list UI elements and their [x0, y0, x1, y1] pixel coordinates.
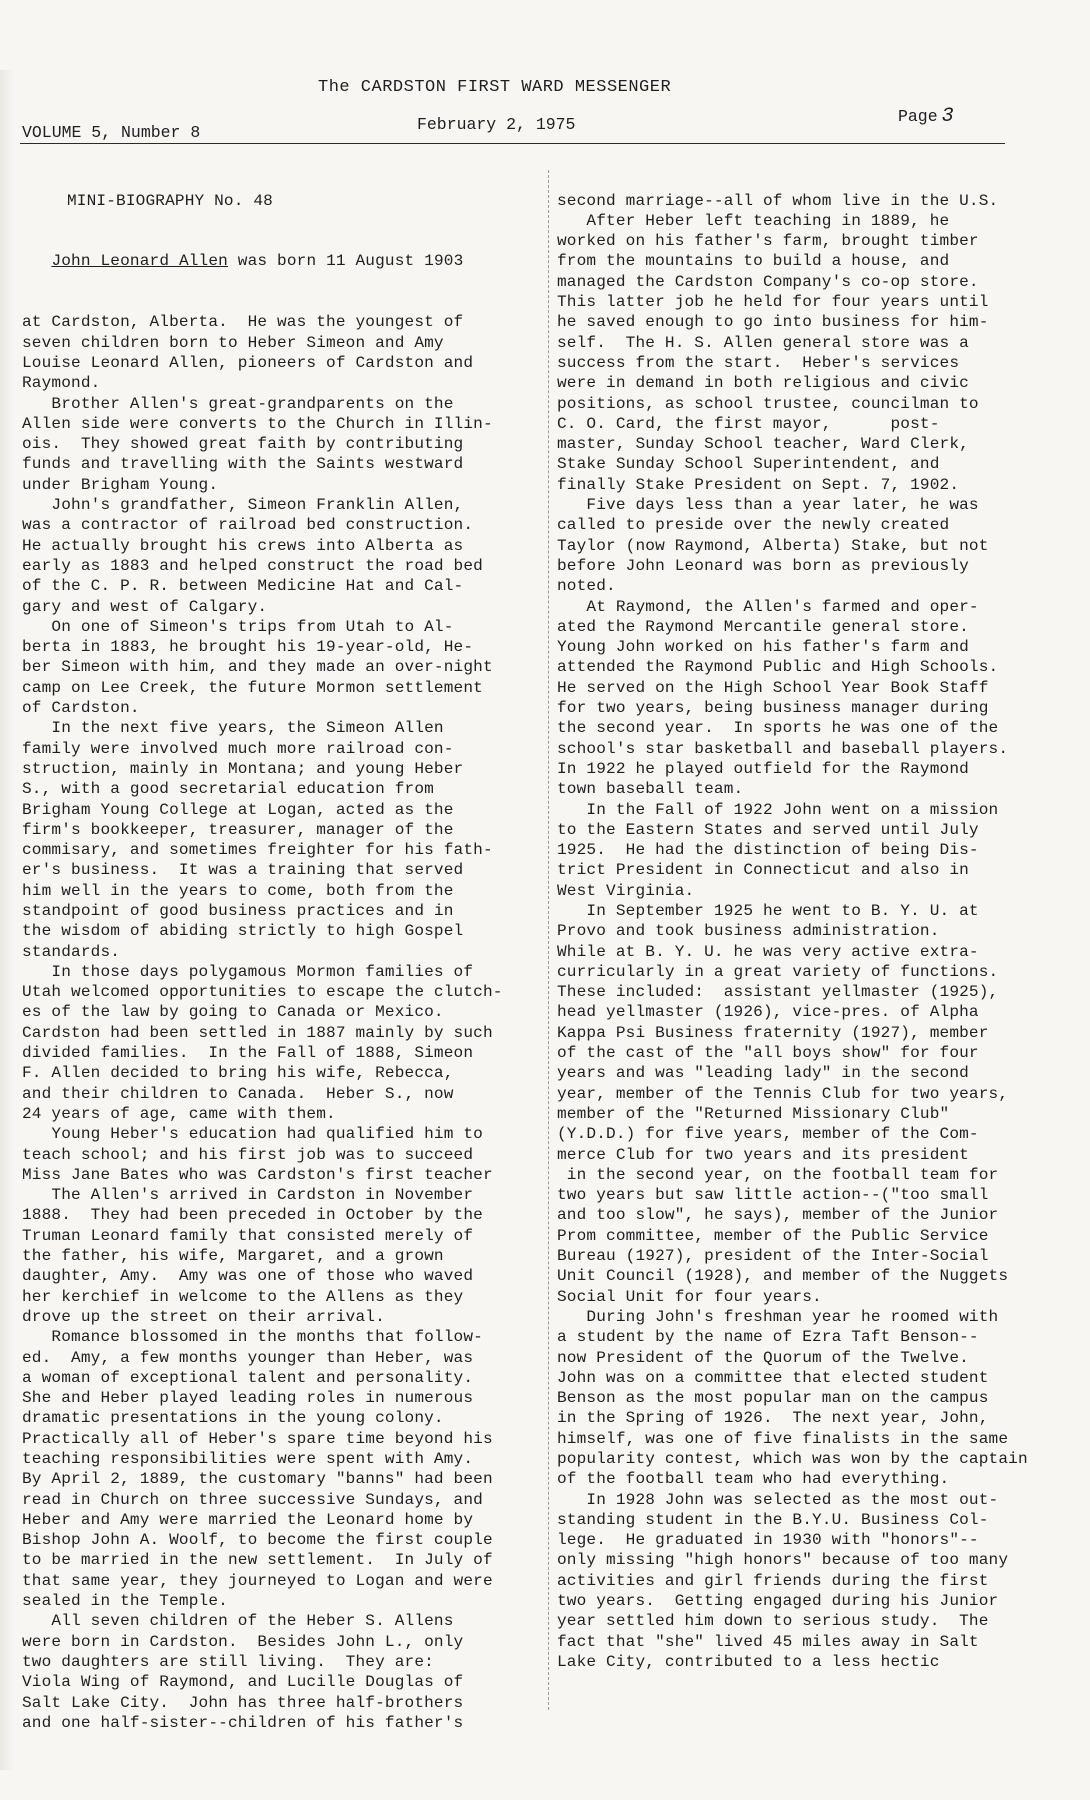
- text-line: In those days polygamous Mormon families of: [22, 962, 474, 981]
- text-line: standards.: [22, 942, 121, 961]
- text-line: sealed in the Temple.: [22, 1592, 228, 1611]
- text-line: He served on the High School Year Book Staff: [557, 678, 989, 697]
- text-line: attended the Raymond Public and High Schools.: [557, 658, 999, 677]
- text-line: managed the Cardston Company's co-op store.: [557, 272, 979, 291]
- text-line: In September 1925 he went to B. Y. U. at: [557, 901, 979, 920]
- text-line: er's business. It was a training that served: [22, 861, 464, 880]
- text-line: gary and west of Calgary.: [22, 597, 268, 616]
- text-line: Provo and took business administration.: [557, 922, 940, 941]
- issue-date: February 2, 1975: [417, 115, 576, 134]
- text-line: Allen side were converts to the Church in Illin-: [22, 414, 493, 433]
- text-line: Utah welcomed opportunities to escape the clutch-: [22, 983, 503, 1002]
- text-line: These included: assistant yellmaster (1925),: [557, 983, 999, 1002]
- text-line: After Heber left teaching in 1889, he: [557, 211, 950, 230]
- volume-number: VOLUME 5, Number 8: [22, 123, 201, 142]
- text-line: fact that "she" lived 45 miles away in Salt: [557, 1632, 979, 1651]
- text-line: S., with a good secretarial education from: [22, 780, 434, 799]
- text-line: school's star basketball and baseball players.: [557, 739, 1009, 758]
- text-line: F. Allen decided to bring his wife, Rebecca,: [22, 1064, 454, 1083]
- text-line: member of the "Returned Missionary Club": [557, 1104, 950, 1123]
- text-line: Kappa Psi Business fraternity (1927), member: [557, 1023, 989, 1042]
- text-line: Romance blossomed in the months that follow-: [22, 1328, 483, 1347]
- text-line: master, Sunday School teacher, Ward Clerk,: [557, 435, 969, 454]
- text-line: He actually brought his crews into Alberta as: [22, 536, 464, 555]
- text-line: year settled him down to serious study. The: [557, 1612, 989, 1631]
- text-line: She and Heber played leading roles in numerous: [22, 1389, 474, 1408]
- text-line: himself, was one of five finalists in the same: [557, 1429, 1009, 1448]
- text-line: was born 11 August 1903: [227, 252, 464, 271]
- text-line: were born in Cardston. Besides John L., only: [22, 1632, 464, 1651]
- text-line: from the mountains to build a house, and: [557, 252, 950, 271]
- text-line: positions, as school trustee, councilman to: [557, 394, 979, 413]
- subject-name: John Leonard Allen: [51, 252, 228, 271]
- text-line: Lake City, contributed to a less hectic: [557, 1652, 940, 1671]
- text-line: While at B. Y. U. he was very active extra-: [557, 942, 979, 961]
- text-line: early as 1883 and helped construct the road bed: [22, 556, 483, 575]
- text-line: the wisdom of abiding strictly to high Gospel: [22, 922, 464, 941]
- text-line: to the Eastern States and served until July: [557, 820, 979, 839]
- text-line: of the C. P. R. between Medicine Hat and Cal-: [22, 577, 464, 596]
- text-line: was a contractor of railroad bed construction.: [22, 516, 474, 535]
- text-line: standing student in the B.Y.U. Business Col-: [557, 1510, 989, 1529]
- text-line: Raymond.: [22, 374, 101, 393]
- text-line: that same year, they journeyed to Logan and were: [22, 1571, 493, 1590]
- text-line: During John's freshman year he roomed with: [557, 1307, 999, 1326]
- text-line: seven children born to Heber Simeon and Amy: [22, 333, 444, 352]
- text-line: drove up the street on their arrival.: [22, 1307, 385, 1326]
- text-line: of the football team who had everything.: [557, 1470, 950, 1489]
- page-label: Page: [898, 107, 938, 126]
- text-line: success from the start. Heber's services: [557, 353, 960, 372]
- text-line: Miss Jane Bates who was Cardston's first teacher: [22, 1165, 493, 1184]
- text-line: ed. Amy, a few months younger than Heber, was: [22, 1348, 474, 1367]
- text-line: 24 years of age, came with them.: [22, 1104, 336, 1123]
- text-line: Bishop John A. Woolf, to become the first couple: [22, 1531, 493, 1550]
- text-line: two years. Getting engaged during his Junior: [557, 1592, 999, 1611]
- page-number: 3: [941, 105, 954, 128]
- text-line: camp on Lee Creek, the future Mormon settlement: [22, 678, 483, 697]
- text-line: family were involved much more railroad con-: [22, 739, 454, 758]
- text-line: On one of Simeon's trips from Utah to Al-: [22, 617, 454, 636]
- text-line: self. The H. S. Allen general store was a: [557, 333, 969, 352]
- text-line: second marriage--all of whom live in the U.S.: [557, 191, 999, 210]
- left-column-body: [22, 312, 542, 1733]
- text-line: before John Leonard was born as previously: [557, 556, 969, 575]
- text-line: at Cardston, Alberta. He was the youngest of: [22, 313, 464, 332]
- text-line: of the cast of the "all boys show" for four: [557, 1044, 979, 1063]
- text-line: Truman Leonard family that consisted merely of: [22, 1226, 474, 1245]
- text-line: in the second year, on the football team for: [557, 1165, 999, 1184]
- text-line: In 1922 he played outfield for the Raymond: [557, 759, 969, 778]
- text-line: the second year. In sports he was one of the: [557, 719, 999, 738]
- text-line: year, member of the Tennis Club for two years,: [557, 1084, 1009, 1103]
- header-rule: [20, 143, 1005, 144]
- text-line: (Y.D.D.) for five years, member of the Com-: [557, 1125, 979, 1144]
- text-line: head yellmaster (1926), vice-pres. of Alpha: [557, 1003, 979, 1022]
- text-line: The Allen's arrived in Cardston in November: [22, 1186, 474, 1205]
- text-line: were in demand in both religious and civic: [557, 374, 969, 393]
- text-line: Salt Lake City. John has three half-brothers: [22, 1693, 464, 1712]
- text-line: West Virginia.: [557, 881, 695, 900]
- text-line: trict President in Connecticut and also in: [557, 861, 969, 880]
- text-line: two daughters are still living. They are:: [22, 1652, 434, 1671]
- text-line: Brigham Young College at Logan, acted as the: [22, 800, 454, 819]
- text-line: Unit Council (1928), and member of the Nuggets: [557, 1267, 1009, 1286]
- text-line: he saved enough to go into business for him-: [557, 313, 989, 332]
- text-line: dramatic presentations in the young colony.: [22, 1409, 444, 1428]
- masthead-title: The CARDSTON FIRST WARD MESSENGER: [318, 78, 672, 97]
- text-line: town baseball team.: [557, 780, 744, 799]
- text-line: Viola Wing of Raymond, and Lucille Douglas of: [22, 1673, 464, 1692]
- text-line: All seven children of the Heber S. Allens: [22, 1612, 454, 1631]
- text-line: In the next five years, the Simeon Allen: [22, 719, 444, 738]
- right-column: [557, 150, 1082, 1713]
- article-first-line: [22, 251, 542, 271]
- text-line: for two years, being business manager during: [557, 699, 989, 718]
- text-line: popularity contest, which was won by the captain: [557, 1450, 1028, 1468]
- text-line: a woman of exceptional talent and personality.: [22, 1368, 474, 1387]
- right-column-body: [557, 191, 1082, 1673]
- text-line: a student by the name of Ezra Taft Benson--: [557, 1328, 979, 1347]
- text-line: firm's bookkeeper, treasurer, manager of the: [22, 820, 454, 839]
- text-line: standpoint of good business practices and in: [22, 901, 454, 920]
- text-line: daughter, Amy. Amy was one of those who waved: [22, 1267, 474, 1286]
- text-line: only missing "high honors" because of too many: [557, 1551, 1009, 1570]
- text-line: Social Unit for four years.: [557, 1287, 822, 1306]
- page-indicator: [898, 105, 954, 128]
- text-line: Taylor (now Raymond, Alberta) Stake, but not: [557, 536, 989, 555]
- issue-info-row: [0, 105, 1090, 145]
- text-line: Benson as the most popular man on the campus: [557, 1389, 989, 1408]
- text-line: Bureau (1927), president of the Inter-Social: [557, 1247, 989, 1266]
- text-line: 1925. He had the distinction of being Dis-: [557, 841, 979, 860]
- text-line: him well in the years to come, both from the: [22, 881, 454, 900]
- text-line: funds and travelling with the Saints westward: [22, 455, 464, 474]
- text-line: C. O. Card, the first mayor, post-: [557, 414, 940, 433]
- left-column: [22, 150, 542, 1774]
- text-line: John was on a committee that elected student: [557, 1368, 989, 1387]
- text-line: struction, mainly in Montana; and young Heber: [22, 759, 464, 778]
- text-line: lege. He graduated in 1930 with "honors"--: [557, 1531, 979, 1550]
- text-line: under Brigham Young.: [22, 475, 219, 494]
- text-line: her kerchief in welcome to the Allens as they: [22, 1287, 464, 1306]
- text-line: ated the Raymond Mercantile general store.: [557, 617, 969, 636]
- text-line: At Raymond, the Allen's farmed and oper-: [557, 597, 979, 616]
- text-line: worked on his father's farm, brought timber: [557, 232, 979, 251]
- text-line: John's grandfather, Simeon Franklin Allen,: [22, 496, 464, 515]
- text-line: ois. They showed great faith by contributing: [22, 435, 464, 454]
- text-line: merce Club for two years and its president: [557, 1145, 969, 1164]
- text-line: Stake Sunday School Superintendent, and: [557, 455, 940, 474]
- text-line: two years but saw little action--("too small: [557, 1186, 989, 1205]
- text-line: By April 2, 1889, the customary "banns" had been: [22, 1470, 493, 1489]
- text-line: activities and girl friends during the first: [557, 1571, 989, 1590]
- page-edge-shadow: [0, 70, 14, 1770]
- text-line: to be married in the new settlement. In July of: [22, 1551, 493, 1570]
- text-line: teaching responsibilities were spent with Amy.: [22, 1450, 474, 1468]
- text-line: berta in 1883, he brought his 19-year-old, He-: [22, 638, 474, 657]
- text-line: Louise Leonard Allen, pioneers of Cardston and: [22, 353, 474, 372]
- column-divider: [548, 170, 549, 1710]
- text-line: and their children to Canada. Heber S., now: [22, 1084, 454, 1103]
- text-line: curricularly in a great variety of functions.: [557, 962, 999, 981]
- text-line: commisary, and sometimes freighter for his fath-: [22, 841, 493, 860]
- text-line: Young John worked on his father's farm and: [557, 638, 969, 657]
- text-line: Five days less than a year later, he was: [557, 496, 979, 515]
- text-line: years and was "leading lady" in the second: [557, 1064, 969, 1083]
- text-line: This latter job he held for four years until: [557, 293, 989, 312]
- text-line: es of the law by going to Canada or Mexico.: [22, 1003, 444, 1022]
- text-line: read in Church on three successive Sundays, and: [22, 1490, 483, 1509]
- text-line: and one half-sister--children of his father's: [22, 1713, 464, 1732]
- text-line: Brother Allen's great-grandparents on the: [22, 394, 454, 413]
- text-line: noted.: [557, 577, 616, 596]
- text-line: finally Stake President on Sept. 7, 1902.: [557, 475, 960, 494]
- text-line: Heber and Amy were married the Leonard home by: [22, 1510, 474, 1529]
- text-line: of Cardston.: [22, 699, 140, 718]
- text-line: 1888. They had been preceded in October by the: [22, 1206, 483, 1225]
- text-line: ber Simeon with him, and they made an over-night: [22, 658, 493, 677]
- text-line: Practically all of Heber's spare time beyond his: [22, 1429, 493, 1448]
- text-line: Young Heber's education had qualified him to: [22, 1125, 483, 1144]
- article-heading: MINI-BIOGRAPHY No. 48: [67, 191, 273, 210]
- text-line: and too slow", he says), member of the Junior: [557, 1206, 999, 1225]
- text-line: Cardston had been settled in 1887 mainly by such: [22, 1023, 493, 1042]
- text-line: the father, his wife, Margaret, and a grown: [22, 1247, 444, 1266]
- text-line: called to preside over the newly created: [557, 516, 950, 535]
- text-line: divided families. In the Fall of 1888, Simeon: [22, 1044, 474, 1063]
- text-line: now President of the Quorum of the Twelve.: [557, 1348, 969, 1367]
- text-line: In the Fall of 1922 John went on a mission: [557, 800, 999, 819]
- text-line: Prom committee, member of the Public Service: [557, 1226, 989, 1245]
- text-line: In 1928 John was selected as the most out-: [557, 1490, 999, 1509]
- text-line: in the Spring of 1926. The next year, John,: [557, 1409, 989, 1428]
- text-line: teach school; and his first job was to succeed: [22, 1145, 474, 1164]
